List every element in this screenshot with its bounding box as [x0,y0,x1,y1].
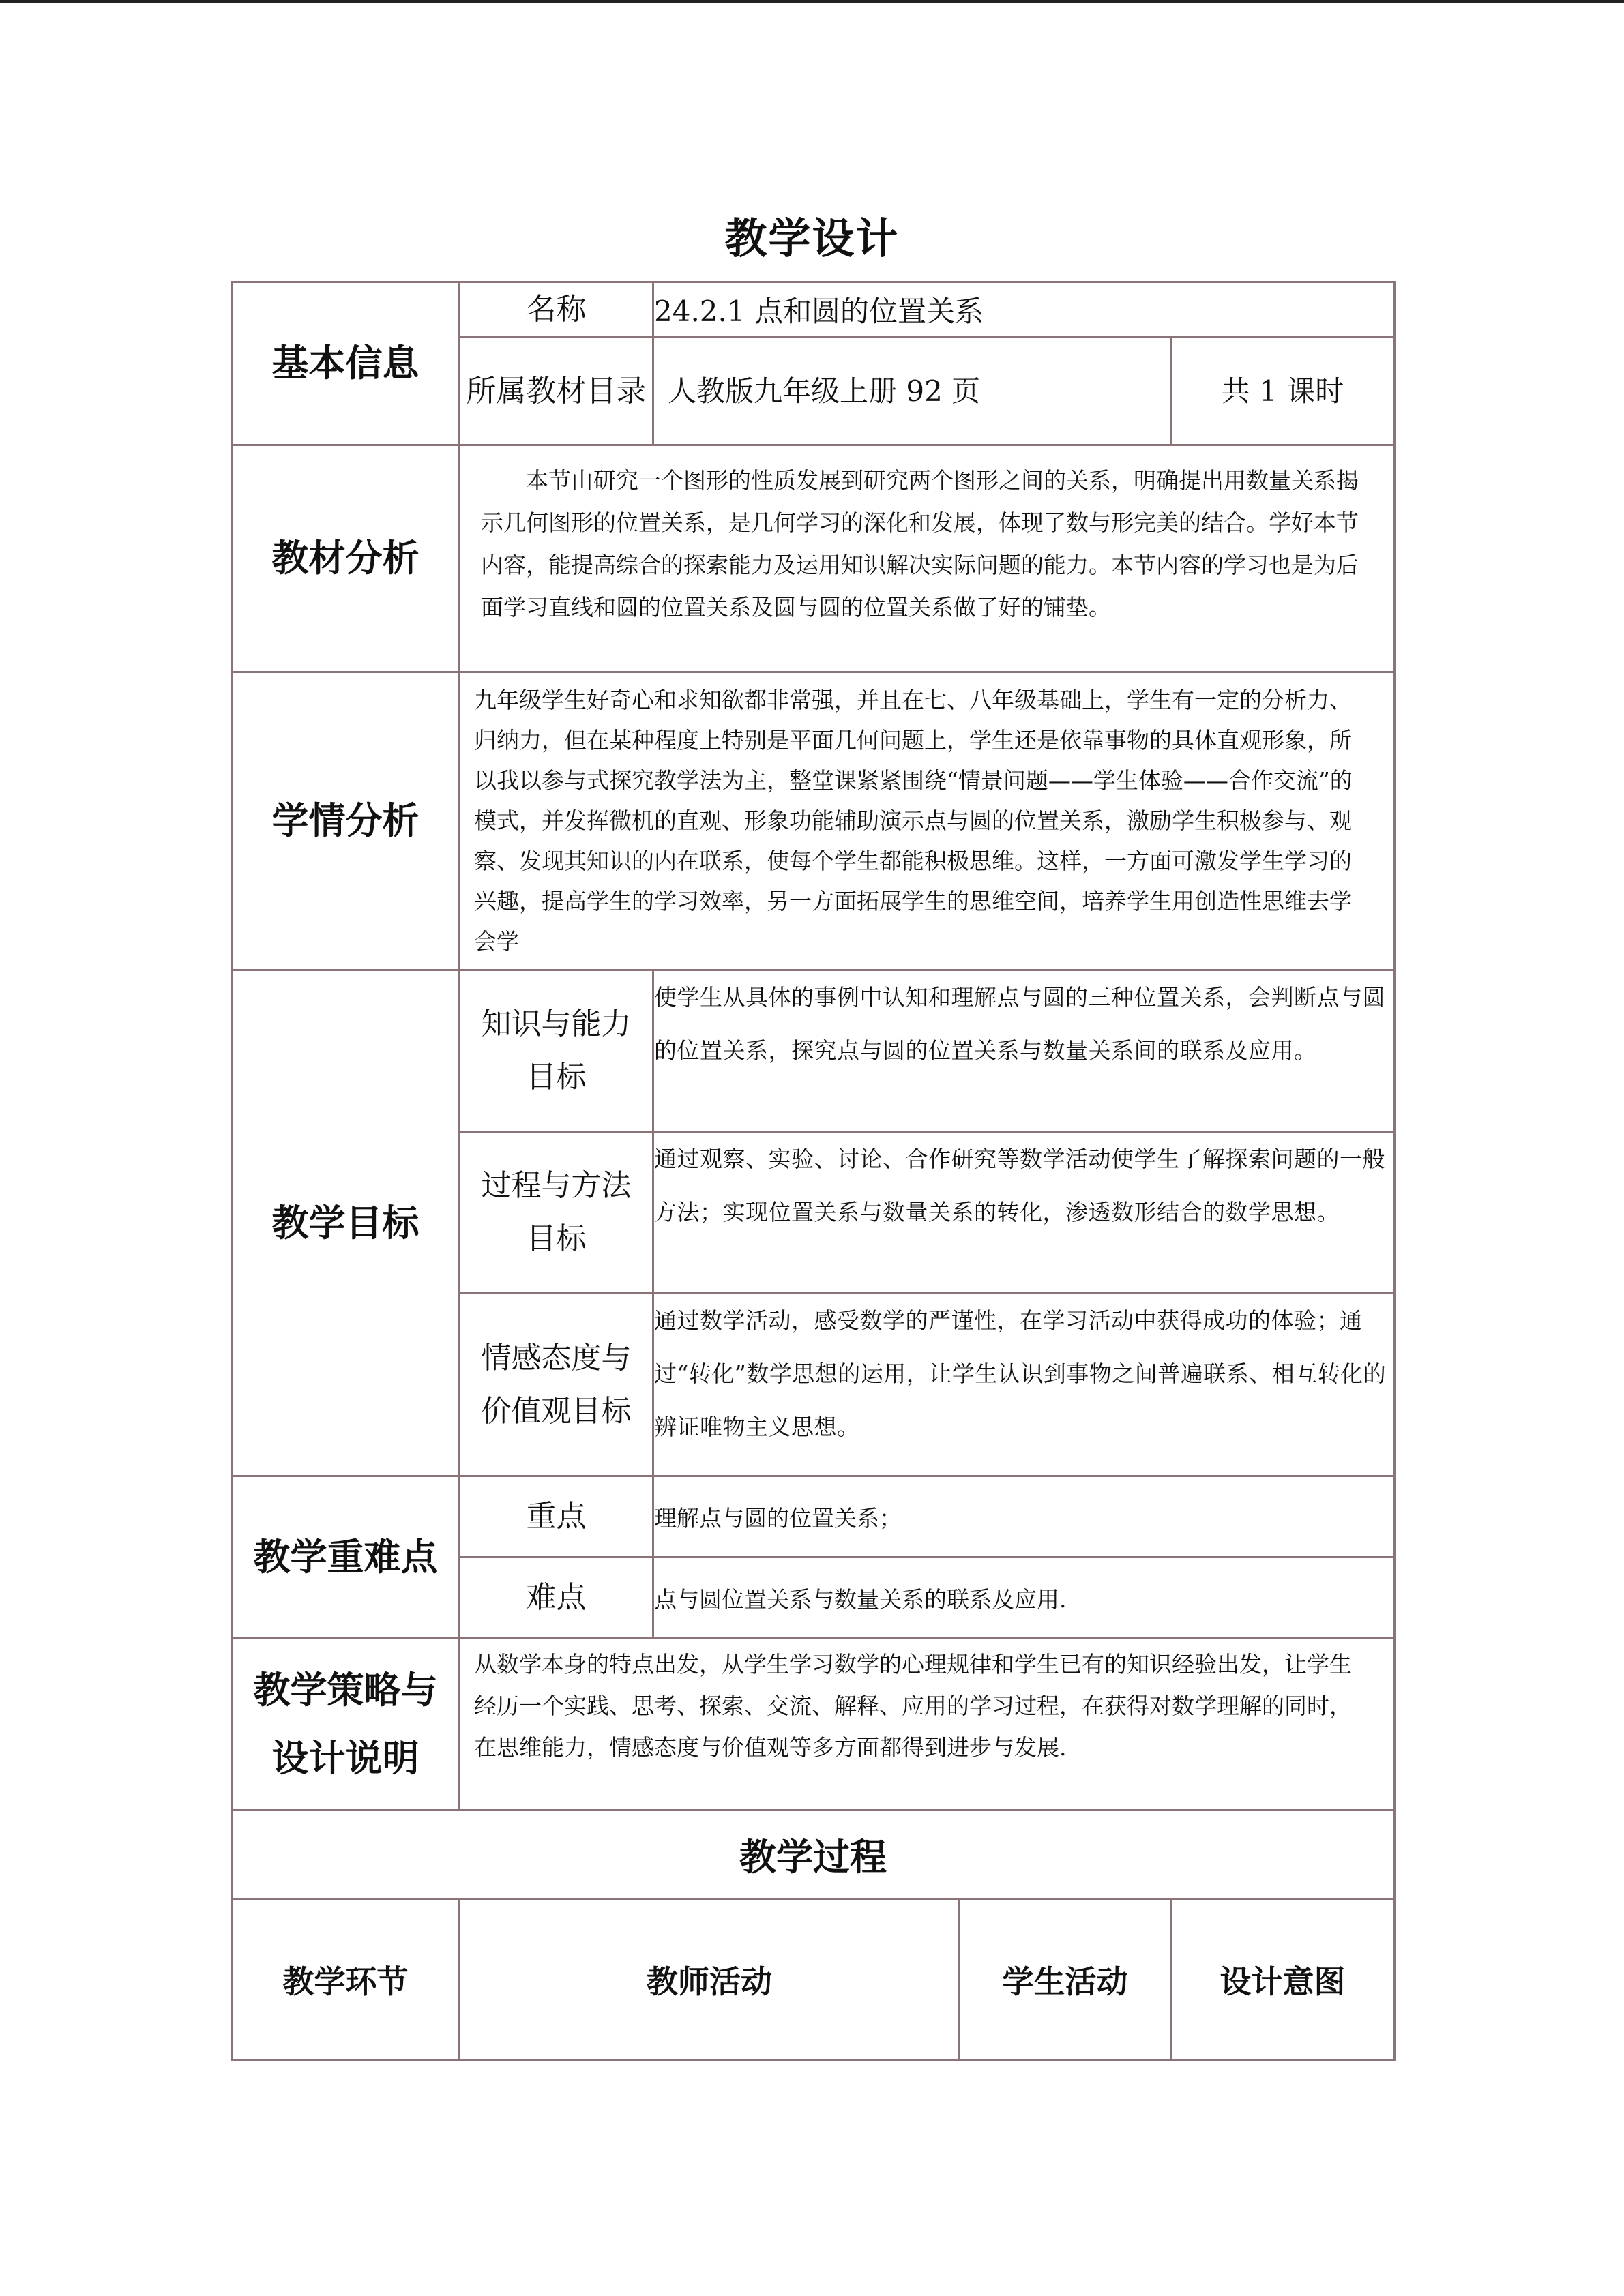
objective-knowledge-row [232,970,1395,1132]
process-objective-label: 过程与方法目标 [460,1132,653,1294]
page-top-border [0,0,1624,3]
basic-info-label: 基本信息 [232,282,460,445]
strategy-row [232,1639,1395,1810]
process-header-row [232,1899,1395,2060]
col-design-intent: 设计意图 [1171,1899,1395,2060]
objectives-label: 教学目标 [232,970,460,1476]
name-value: 24.2.1 点和圆的位置关系 [653,282,1395,338]
focus-label: 重点 [460,1476,653,1557]
strategy-text: 从数学本身的特点出发，从学生学习数学的心理规律和学生已有的知识经验出发，让学生经历一个实践、思考、探索、交流、解释、应用的学习过程，在获得对数学理解的同时，在思维能力，情感态度与价值观等多方面都得到进步与发展. [460,1639,1395,1810]
lesson-plan-table [231,281,1396,2061]
strategy-label: 教学策略与设计说明 [232,1639,460,1810]
material-analysis-text: 本节由研究一个图形的性质发展到研究两个图形之间的关系，明确提出用数量关系揭示几何图形的位置关系，是几何学习的深化和发展，体现了数与形完美的结合。学好本节内容，能提高综合的探索能力及运用知识解决实际问题的能力。本节内容的学习也是为后面学习直线和圆的位置关系及圆与圆的位置关系做了好的铺垫。 [460,445,1395,672]
focus-row [232,1476,1395,1557]
name-label: 名称 [460,282,653,338]
col-teacher-activity: 教师活动 [460,1899,960,2060]
knowledge-objective-text: 使学生从具体的事例中认知和理解点与圆的三种位置关系，会判断点与圆的位置关系，探究点与圆的位置关系与数量关系间的联系及应用。 [653,970,1395,1132]
emotion-objective-label: 情感态度与价值观目标 [460,1294,653,1476]
material-analysis-row [232,445,1395,672]
basic-info-row-name [232,282,1395,338]
difficulty-label: 难点 [460,1557,653,1639]
document-title: 教学设计 [724,213,900,263]
emotion-objective-text: 通过数学活动，感受数学的严谨性，在学习活动中获得成功的体验；通过“转化”数学思想的运用，让学生认识到事物之间普遍联系、相互转化的辨证唯物主义思想。 [653,1294,1395,1476]
focus-text: 理解点与圆的位置关系； [653,1476,1395,1557]
student-analysis-label: 学情分析 [232,672,460,970]
course-hours: 共 1 课时 [1171,338,1395,445]
catalog-value: 人教版九年级上册 92 页 [653,338,1171,445]
col-teaching-stage: 教学环节 [232,1899,460,2060]
difficulty-text: 点与圆位置关系与数量关系的联系及应用. [653,1557,1395,1639]
student-analysis-row [232,672,1395,970]
knowledge-objective-label: 知识与能力目标 [460,970,653,1132]
process-objective-text: 通过观察、实验、讨论、合作研究等数学活动使学生了解探索问题的一般方法；实现位置关系与数量关系的转化，渗透数形结合的数学思想。 [653,1132,1395,1294]
col-student-activity: 学生活动 [960,1899,1171,2060]
student-analysis-text: 九年级学生好奇心和求知欲都非常强，并且在七、八年级基础上，学生有一定的分析力、归纳力，但在某种程度上特别是平面几何问题上，学生还是依靠事物的具体直观形象，所以我以参与式探究教学法为主，整堂课紧紧围绕“情景问题——学生体验——合作交流”的模式，并发挥微机的直观、形象功能辅助演示点与圆的位置关系，激励学生积极参与、观察、发现其知识的内在联系，使每个学生都能积极思维。这样，一方面可激发学生学习的兴趣，提高学生的学习效率，另一方面拓展学生的思维空间，培养学生用创造性思维去学会学 [460,672,1395,970]
catalog-label: 所属教材目录 [460,338,653,445]
key-points-label: 教学重难点 [232,1476,460,1639]
process-heading: 教学过程 [232,1810,1395,1899]
material-analysis-label: 教材分析 [232,445,460,672]
process-heading-row [232,1810,1395,1899]
